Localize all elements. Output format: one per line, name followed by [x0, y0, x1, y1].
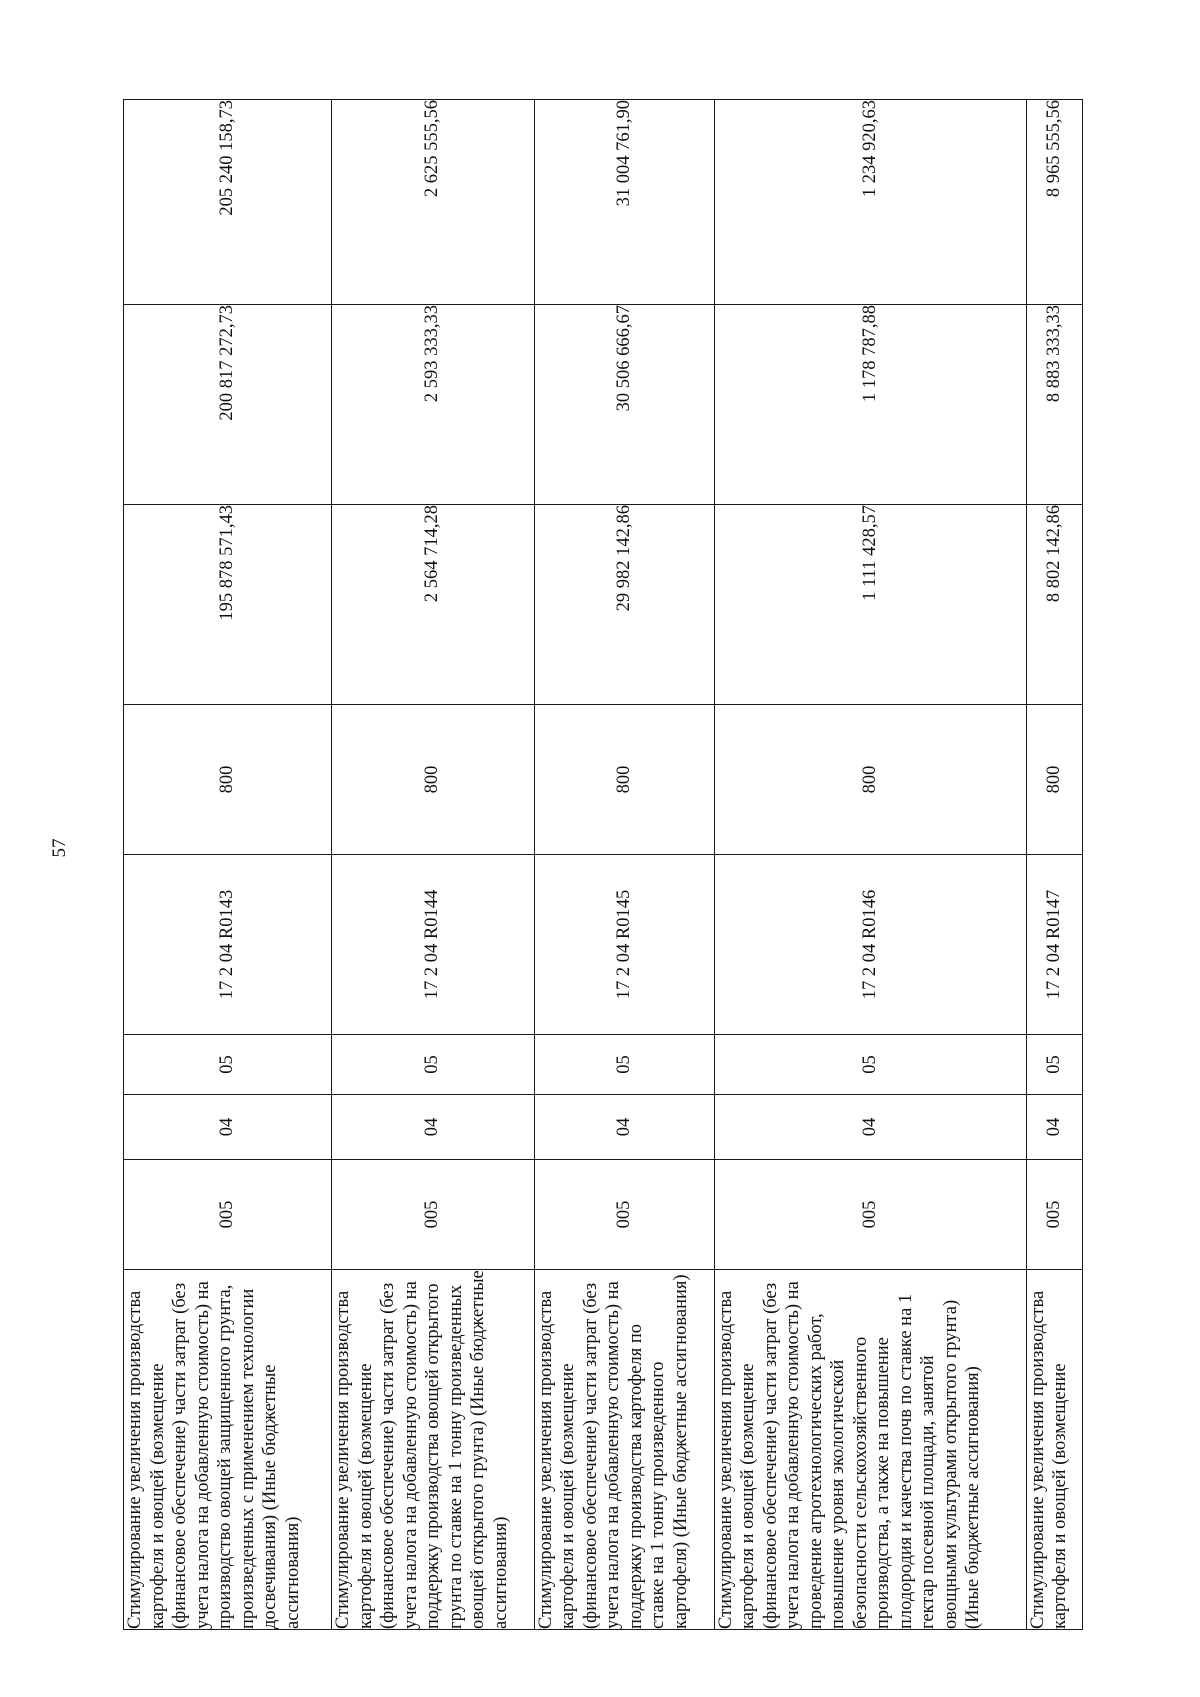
- expense-type-code: 800: [332, 705, 535, 855]
- subsection-code: 05: [332, 1035, 535, 1095]
- expense-type-code: 800: [714, 705, 1026, 855]
- amount-1: 2 564 714,28: [332, 505, 535, 705]
- target-article-code: 17 2 04 R0145: [534, 855, 714, 1035]
- subsection-code: 05: [124, 1035, 332, 1095]
- target-article-code: 17 2 04 R0147: [1026, 855, 1082, 1035]
- amount-2: 200 817 272,73: [124, 305, 332, 505]
- expense-type-code: 800: [124, 705, 332, 855]
- amount-2: 2 593 333,33: [332, 305, 535, 505]
- row-description: Стимулирование увеличения производства картофеля и овощей (возмещение (финансовое обеспечение) части затрат (без учета налога на добавленную стоимость) на проведение агротехнологических работ, повышение уровня экологической безопасности сельскохозяйственного производства, а также на повышение плодородия и качества почв по ставке на 1 гектар посевной площади, занятой овощными культурами открытого грунта) (Иные бюджетные ассигнования): [714, 1270, 1026, 1630]
- table-row: [124, 100, 332, 1630]
- amount-2: 1 178 787,88: [714, 305, 1026, 505]
- table-row: [714, 100, 1026, 1630]
- ministry-code: 005: [124, 1160, 332, 1270]
- row-description: Стимулирование увеличения производства картофеля и овощей (возмещение: [1026, 1270, 1082, 1630]
- ministry-code: 005: [534, 1160, 714, 1270]
- amount-2: 8 883 333,33: [1026, 305, 1082, 505]
- amount-2: 30 506 666,67: [534, 305, 714, 505]
- amount-3: 2 625 555,56: [332, 100, 535, 305]
- table-row: [1026, 100, 1082, 1630]
- section-code: 04: [714, 1095, 1026, 1160]
- rotated-table-container: [123, 100, 1083, 1630]
- section-code: 04: [124, 1095, 332, 1160]
- amount-3: 8 965 555,56: [1026, 100, 1082, 305]
- target-article-code: 17 2 04 R0146: [714, 855, 1026, 1035]
- expense-type-code: 800: [1026, 705, 1082, 855]
- amount-3: 1 234 920,63: [714, 100, 1026, 305]
- table-row: [332, 100, 535, 1630]
- section-code: 04: [534, 1095, 714, 1160]
- budget-table: [123, 99, 1083, 1630]
- page-number: 57: [49, 838, 70, 858]
- amount-1: 1 111 428,57: [714, 505, 1026, 705]
- amount-1: 195 878 571,43: [124, 505, 332, 705]
- subsection-code: 05: [714, 1035, 1026, 1095]
- row-description: Стимулирование увеличения производства картофеля и овощей (возмещение (финансовое обеспечение) части затрат (без учета налога на добавленную стоимость) на поддержку производства картофеля по ставке на 1 тонну произведенного картофеля) (Иные бюджетные ассигнования): [534, 1270, 714, 1630]
- amount-1: 29 982 142,86: [534, 505, 714, 705]
- ministry-code: 005: [1026, 1160, 1082, 1270]
- section-code: 04: [1026, 1095, 1082, 1160]
- row-description: Стимулирование увеличения производства картофеля и овощей (возмещение (финансовое обеспечение) части затрат (без учета налога на добавленную стоимость) на производство овощей защищенного грунта, произведенных с применением технологии досвечивания) (Иные бюджетные ассигнования): [124, 1270, 332, 1630]
- row-description: Стимулирование увеличения производства картофеля и овощей (возмещение (финансовое обеспечение) части затрат (без учета налога на добавленную стоимость) на поддержку производства овощей открытого грунта по ставке на 1 тонну произведенных овощей открытого грунта) (Иные бюджетные ассигнования): [332, 1270, 535, 1630]
- table-row: [534, 100, 714, 1630]
- amount-3: 205 240 158,73: [124, 100, 332, 305]
- amount-1: 8 802 142,86: [1026, 505, 1082, 705]
- target-article-code: 17 2 04 R0144: [332, 855, 535, 1035]
- amount-3: 31 004 761,90: [534, 100, 714, 305]
- subsection-code: 05: [534, 1035, 714, 1095]
- subsection-code: 05: [1026, 1035, 1082, 1095]
- section-code: 04: [332, 1095, 535, 1160]
- ministry-code: 005: [332, 1160, 535, 1270]
- expense-type-code: 800: [534, 705, 714, 855]
- target-article-code: 17 2 04 R0143: [124, 855, 332, 1035]
- ministry-code: 005: [714, 1160, 1026, 1270]
